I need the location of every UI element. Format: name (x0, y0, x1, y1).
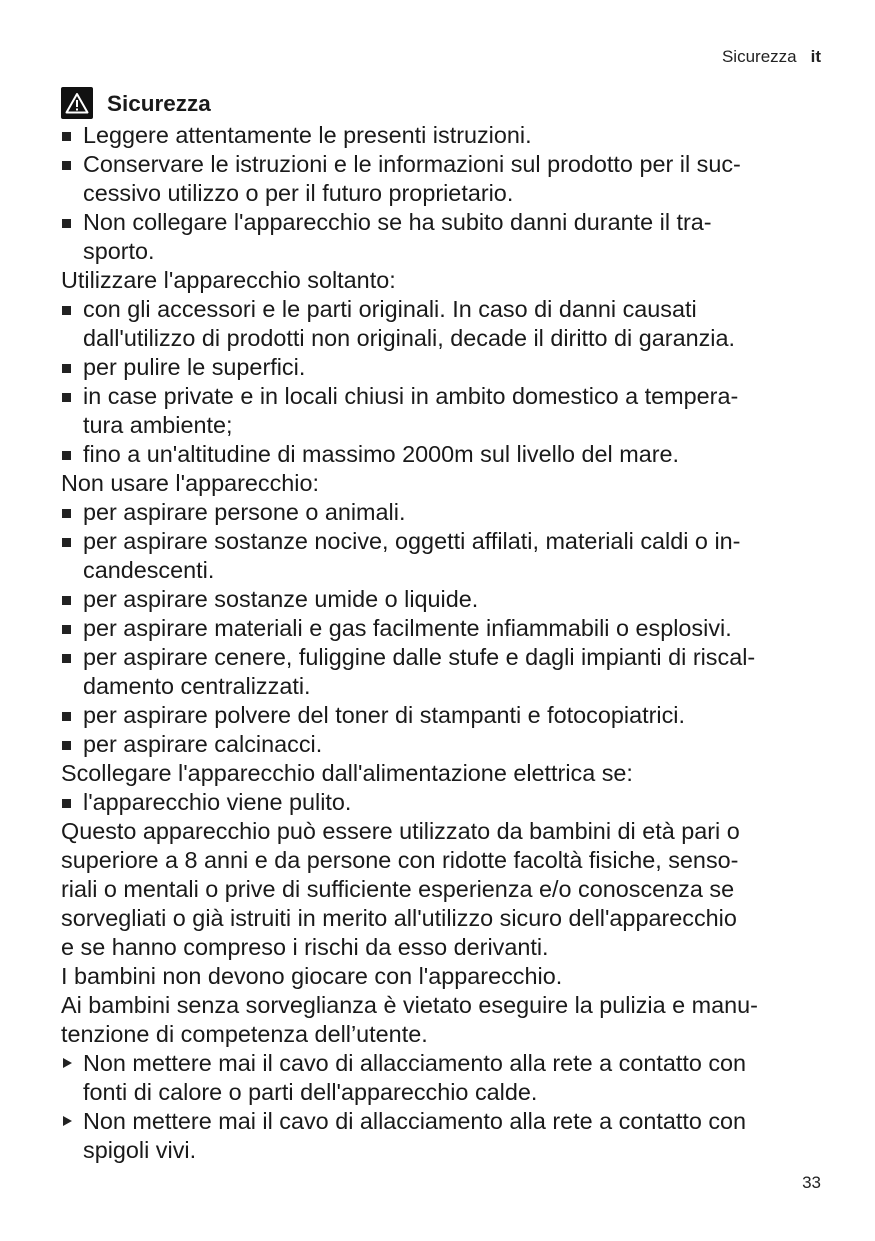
bullet-item (61, 498, 821, 527)
bullet-item (61, 527, 821, 585)
header-section: Sicurezza (721, 47, 797, 66)
text-line: in case private e in locali chiusi in ambito domestico a tempera- (83, 383, 739, 409)
bullet-item (61, 150, 821, 208)
paragraph (61, 266, 821, 295)
text-line: Non mettere mai il cavo di allacciamento alla rete a contatto con (83, 1050, 747, 1076)
bullet-item (61, 121, 821, 150)
text-line: Leggere attentamente le presenti istruzioni. (83, 122, 532, 148)
text-line: tura ambiente; (83, 412, 233, 438)
bullet-item (61, 614, 821, 643)
section-title-text: Sicurezza (107, 90, 211, 116)
bullet-item (61, 353, 821, 382)
paragraph (61, 962, 821, 991)
text-line: dall'utilizzo di prodotti non originali, decade il diritto di garanzia. (83, 325, 735, 351)
text-line: Ai bambini senza sorveglianza è vietato eseguire la pulizia e manu- (61, 992, 758, 1018)
paragraph (61, 759, 821, 788)
text-line: sporto. (83, 238, 155, 264)
text-line: Non mettere mai il cavo di allacciamento alla rete a contatto con (83, 1108, 747, 1134)
text-line: Utilizzare l'apparecchio soltanto: (61, 267, 396, 293)
bullet-item (61, 788, 821, 817)
text-line: per aspirare materiali e gas facilmente infiammabili o esplosivi. (83, 615, 732, 641)
safety-instructions (61, 121, 821, 1165)
paragraph (61, 817, 821, 962)
instruction-step (61, 1107, 821, 1165)
text-line: superiore a 8 anni e da persone con ridotte facoltà fisiche, senso- (61, 847, 739, 873)
text-line: per aspirare sostanze nocive, oggetti affilati, materiali caldi o in- (83, 528, 741, 554)
text-line: l'apparecchio viene pulito. (83, 789, 352, 815)
text-line: per pulire le superfici. (83, 354, 306, 380)
text-line: tenzione di competenza dell’utente. (61, 1021, 428, 1047)
section-title (61, 86, 821, 120)
bullet-item (61, 701, 821, 730)
bullet-item (61, 643, 821, 701)
warning-triangle-icon (61, 87, 93, 119)
bullet-item (61, 382, 821, 440)
text-line: e se hanno compreso i rischi da esso derivanti. (61, 934, 549, 960)
text-line: Conservare le istruzioni e le informazioni sul prodotto per il suc- (83, 151, 741, 177)
text-line: spigoli vivi. (83, 1137, 197, 1163)
text-line: Non collegare l'apparecchio se ha subito danni durante il tra- (83, 209, 712, 235)
text-line: fino a un'altitudine di massimo 2000m sul livello del mare. (83, 441, 680, 467)
text-line: riali o mentali o prive di sufficiente esperienza e/o conoscenza se (61, 876, 735, 902)
text-line: I bambini non devono giocare con l'apparecchio. (61, 963, 563, 989)
text-line: Scollegare l'apparecchio dall'alimentazione elettrica se: (61, 760, 633, 786)
header-language: it (810, 47, 821, 66)
bullet-item (61, 585, 821, 614)
text-line: per aspirare calcinacci. (83, 731, 323, 757)
bullet-item (61, 295, 821, 353)
text-line: cessivo utilizzo o per il futuro proprietario. (83, 180, 514, 206)
text-line: per aspirare cenere, fuliggine dalle stufe e dagli impianti di riscal- (83, 644, 756, 670)
text-line: Non usare l'apparecchio: (61, 470, 320, 496)
bullet-item (61, 208, 821, 266)
page-number: 33 (802, 1173, 821, 1192)
text-line: fonti di calore o parti dell'apparecchio calde. (83, 1079, 538, 1105)
instruction-step (61, 1049, 821, 1107)
text-line: con gli accessori e le parti originali. In caso di danni causati (83, 296, 697, 322)
paragraph (61, 469, 821, 498)
text-line: sorvegliati o già istruiti in merito all'utilizzo sicuro dell'apparecchio (61, 905, 737, 931)
safety-section (61, 86, 821, 1165)
text-line: Questo apparecchio può essere utilizzato da bambini di età pari o (61, 818, 740, 844)
bullet-item (61, 440, 821, 469)
running-header (722, 46, 821, 68)
bullet-item (61, 730, 821, 759)
text-line: per aspirare persone o animali. (83, 499, 406, 525)
text-line: candescenti. (83, 557, 215, 583)
text-line: damento centralizzati. (83, 673, 311, 699)
text-line: per aspirare sostanze umide o liquide. (83, 586, 479, 612)
paragraph (61, 991, 821, 1049)
text-line: per aspirare polvere del toner di stampanti e fotocopiatrici. (83, 702, 685, 728)
